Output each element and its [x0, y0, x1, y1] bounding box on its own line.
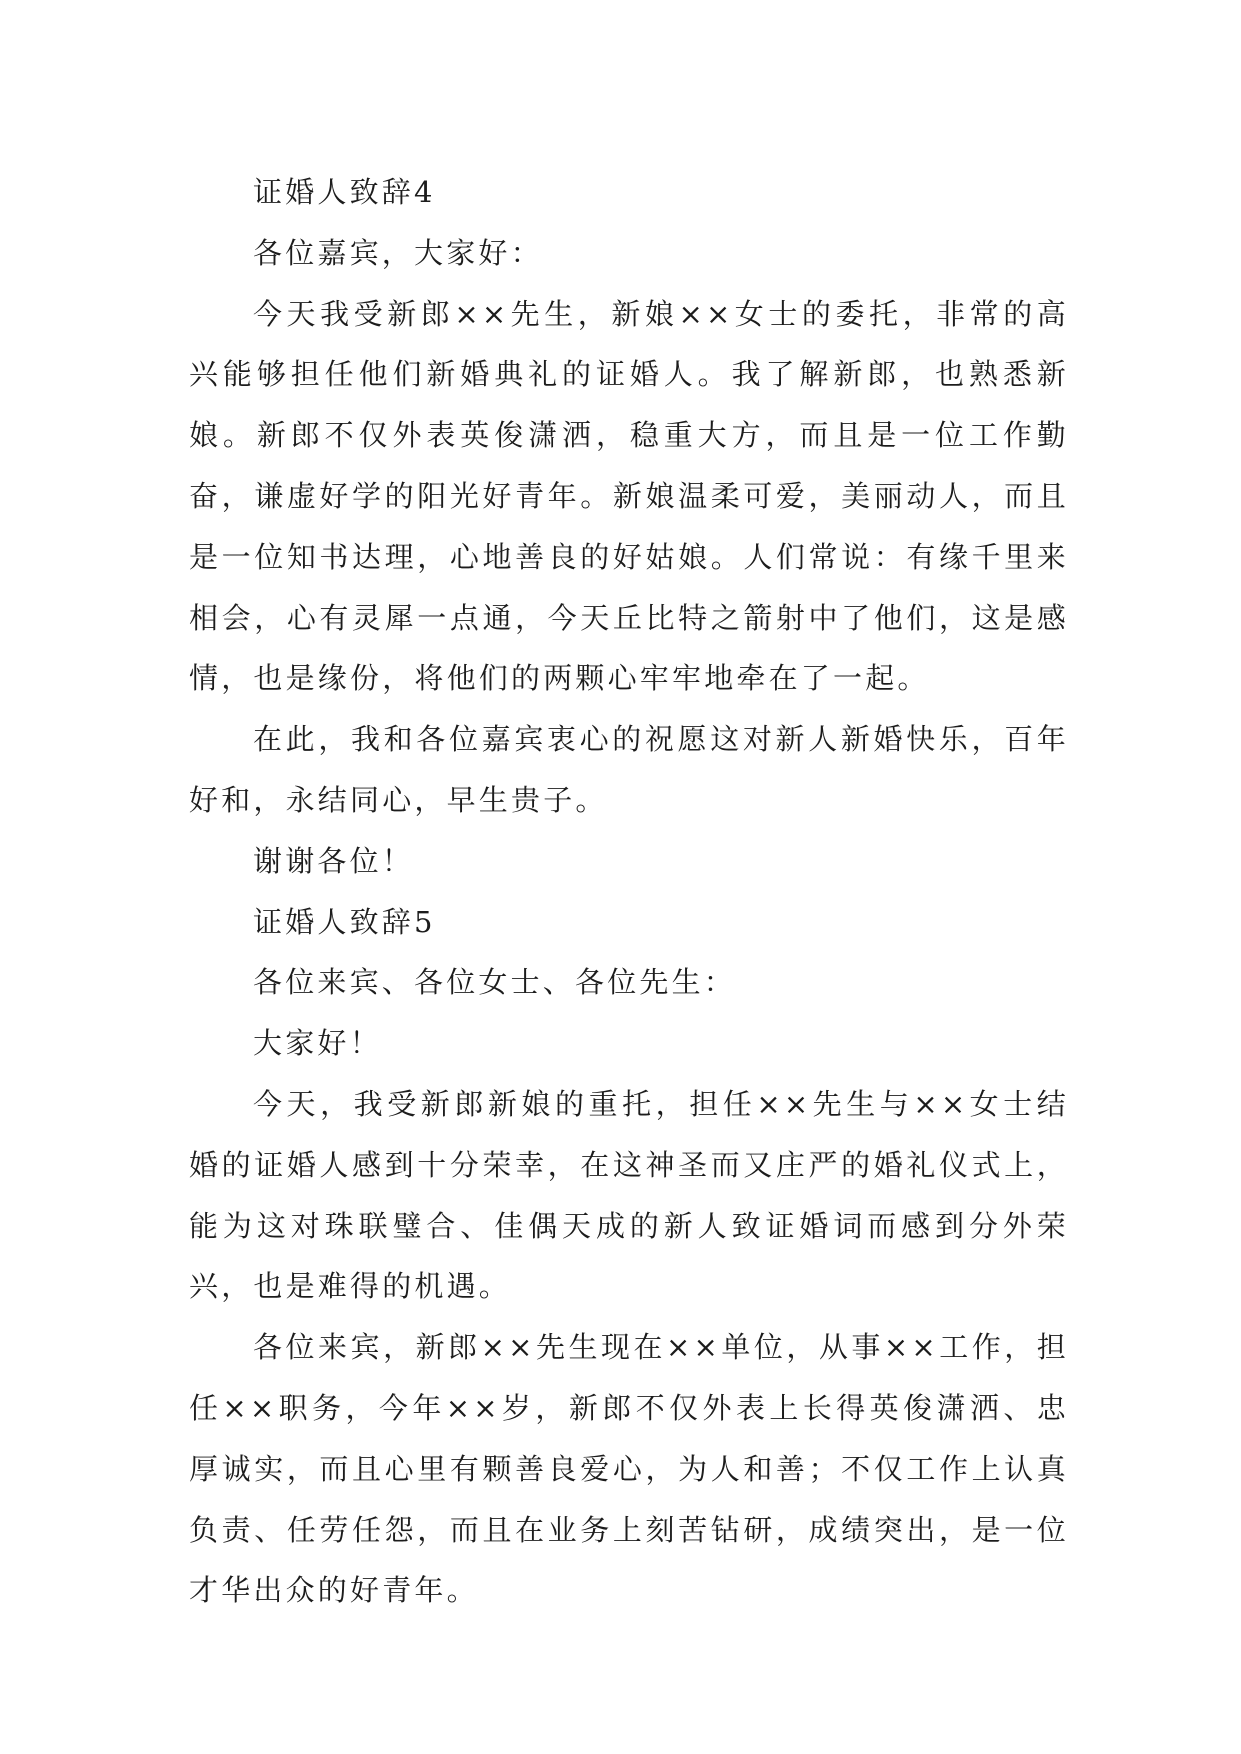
closing-paragraph: 谢谢各位！	[253, 843, 415, 878]
document-body	[189, 162, 1069, 1621]
section-heading-5: 证婚人致辞5	[253, 904, 436, 939]
greeting-paragraph: 大家好！	[253, 1026, 382, 1061]
section-heading-4: 证婚人致辞4	[253, 175, 436, 209]
salutation-paragraph: 各位来宾、各位女士、各位先生：	[253, 965, 737, 1000]
body-paragraph: 今天，我受新郎新娘的重托，担任××先生与××女士结婚的证婚人感到十分荣幸，在这神圣而又庄严的婚礼仪式上，能为这对珠联璧合、佳偶天成的新人致证婚词而感到分外荣兴，也是难得的机遇。	[189, 1086, 1069, 1304]
body-paragraph: 今天我受新郎××先生，新娘××女士的委托，非常的高兴能够担任他们新婚典礼的证婚人。我了解新郎，也熟悉新娘。新郎不仅外表英俊潇洒，稳重大方，而且是一位工作勤奋，谦虚好学的阳光好青年。新娘温柔可爱，美丽动人，而且是一位知书达理，心地善良的好姑娘。人们常说：有缘千里来相会，心有灵犀一点通，今天丘比特之箭射中了他们，这是感情，也是缘份，将他们的两颗心牢牢地牵在了一起。	[189, 296, 1069, 696]
salutation-paragraph: 各位嘉宾，大家好：	[253, 235, 543, 270]
body-paragraph: 在此，我和各位嘉宾衷心的祝愿这对新人新婚快乐，百年好和，永结同心，早生贵子。	[189, 722, 1069, 817]
body-paragraph: 各位来宾，新郎××先生现在××单位，从事××工作，担任××职务，今年××岁，新郎不仅外表上长得英俊潇洒、忠厚诚实，而且心里有颗善良爱心，为人和善；不仅工作上认真负责、任劳任怨，而且在业务上刻苦钻研，成绩突出，是一位才华出众的好青年。	[189, 1330, 1069, 1608]
